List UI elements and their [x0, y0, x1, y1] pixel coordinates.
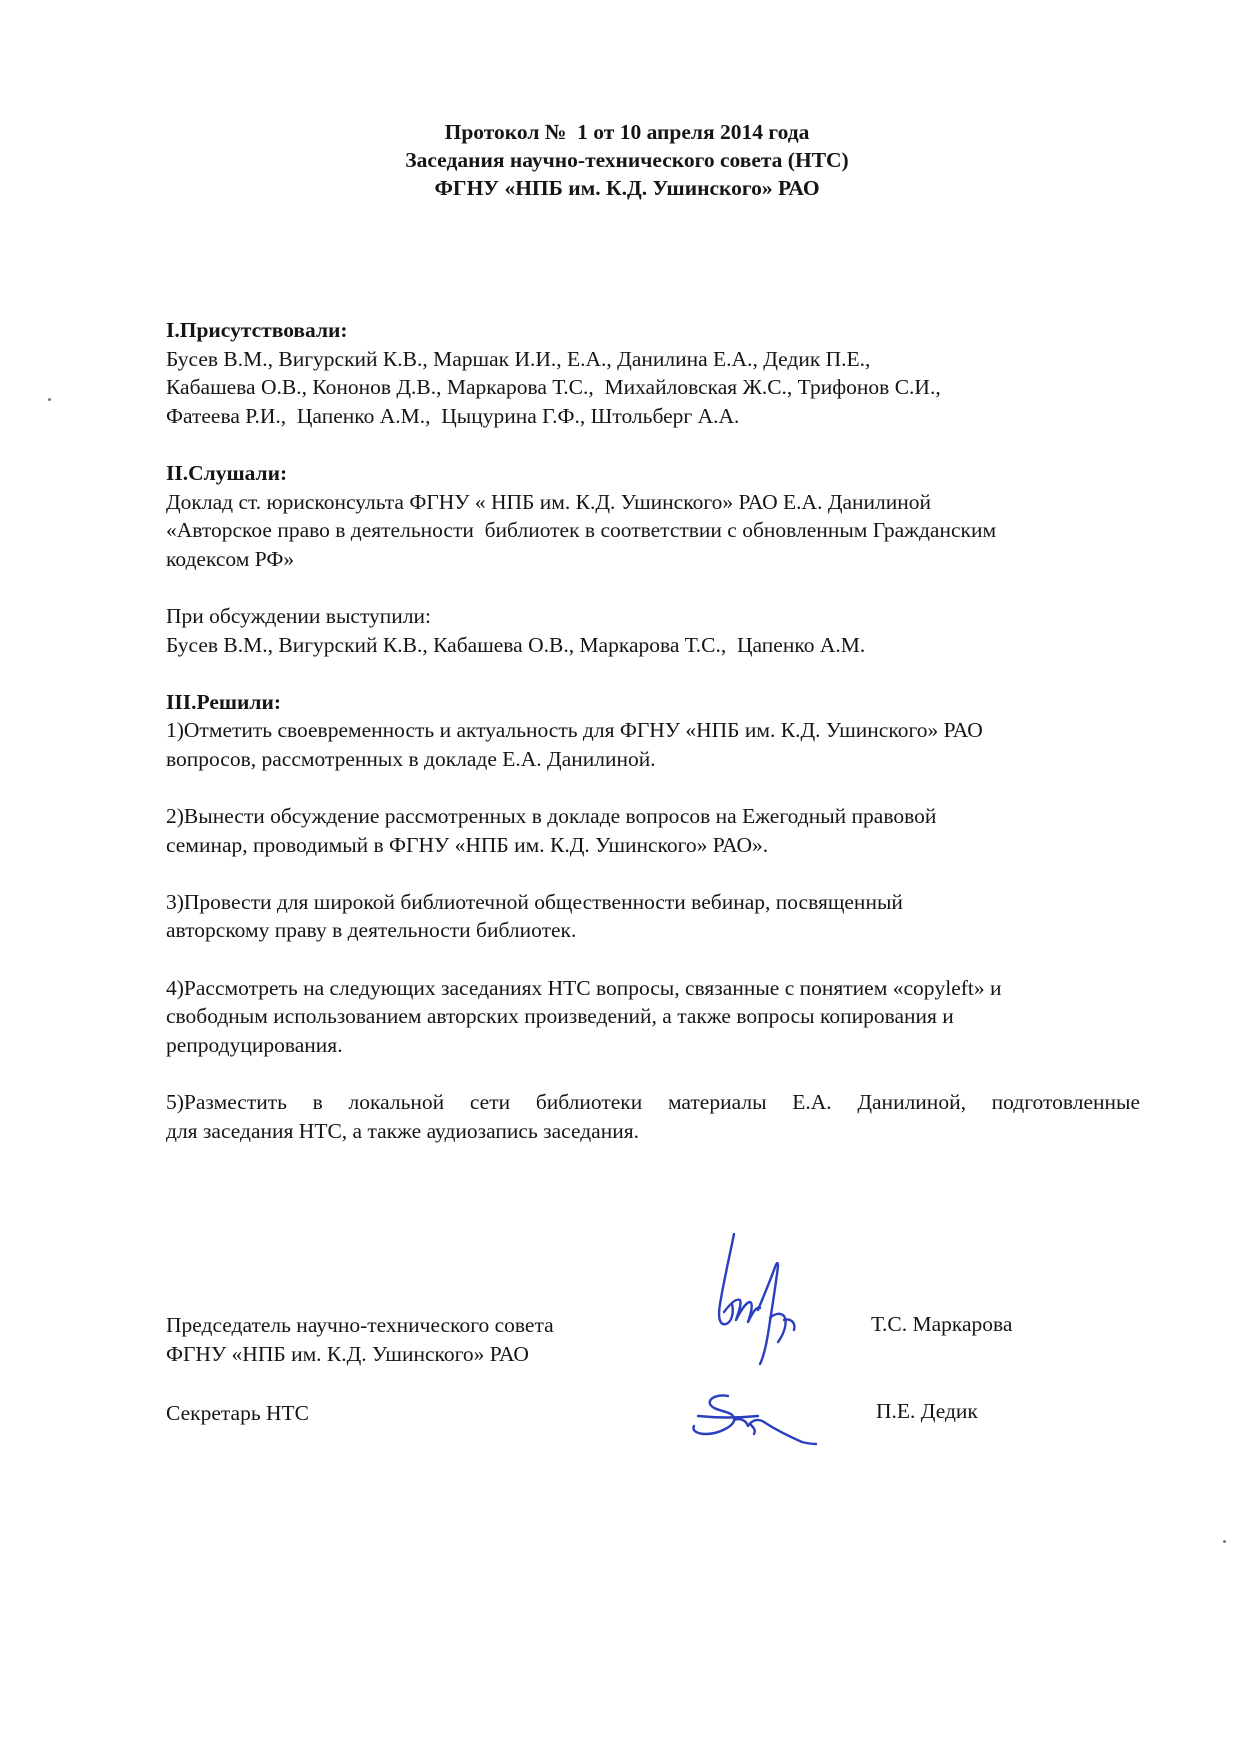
- document-body: [166, 316, 1140, 1145]
- header-title: Протокол № 1 от 10 апреля 2014 года: [444, 120, 810, 144]
- decision-item: [166, 888, 1140, 945]
- chair-name: Т.С. Маркарова: [871, 1312, 1013, 1336]
- report-line: «Авторское право в деятельности библиотек в соответствии с обновленным Гражданским: [166, 518, 997, 543]
- attendees-line: Фатеева Р.И., Цапенко А.М., Цыцурина Г.Ф., Штольберг А.А.: [166, 403, 740, 428]
- decision-line: 4)Рассмотреть на следующих заседаниях НТС вопросы, связанные с понятием «copyleft» и: [166, 975, 1002, 1000]
- discussion-speakers: Бусев В.М., Вигурский К.В., Кабашева О.В., Маркарова Т.С., Цапенко А.М.: [166, 632, 866, 657]
- decision-item: [166, 802, 1140, 859]
- decision-line: вопросов, рассмотренных в докладе Е.А. Данилиной.: [166, 746, 656, 771]
- attendees-line: Бусев В.М., Вигурский К.В., Маршак И.И., Е.А., Данилина Е.А., Дедик П.Е.,: [166, 346, 871, 371]
- report-line: кодексом РФ»: [166, 546, 295, 571]
- decision-line: 2)Вынести обсуждение рассмотренных в докладе вопросов на Ежегодный правовой: [166, 804, 937, 829]
- decision-line: семинар, проводимый в ФГНУ «НПБ им. К.Д. Ушинского» РАО».: [166, 832, 769, 857]
- header-subtitle: Заседания научно-технического совета (НТС): [405, 148, 849, 172]
- section-decided-title: III.Решили:: [166, 689, 282, 714]
- section-attendees-title: I.Присутствовали:: [166, 318, 348, 342]
- section-heard-title: II.Слушали:: [166, 460, 288, 485]
- section-heard: [166, 459, 1140, 659]
- decision-line: свободным использованием авторских произведений, а также вопросы копирования и: [166, 1004, 954, 1029]
- decision-item: [166, 1088, 1140, 1145]
- header-organization: ФГНУ «НПБ им. К.Д. Ушинского» РАО: [434, 176, 820, 200]
- report-line: Доклад ст. юрисконсульта ФГНУ « НПБ им. К.Д. Ушинского» РАО Е.А. Данилиной: [166, 489, 932, 514]
- secretary-signature-image: [688, 1390, 818, 1450]
- decision-line: 3)Провести для широкой библиотечной общественности вебинар, посвященный: [166, 889, 903, 914]
- section-decided: [166, 688, 1140, 1146]
- decision-item: [166, 716, 1140, 773]
- chair-title-line2: ФГНУ «НПБ им. К.Д. Ушинского» РАО: [166, 1341, 529, 1366]
- discussion-title: При обсуждении выступили:: [166, 603, 432, 628]
- chair-title-line1: Председатель научно-технического совета: [166, 1313, 554, 1337]
- decision-line: 1)Отметить своевременность и актуальность для ФГНУ «НПБ им. К.Д. Ушинского» РАО: [166, 718, 983, 743]
- secretary-title: Секретарь НТС: [166, 1401, 310, 1425]
- decision-line: репродуцирования.: [166, 1032, 343, 1057]
- section-attendees: [166, 316, 1140, 430]
- attendees-line: Кабашева О.В., Кононов Д.В., Маркарова Т.С., Михайловская Ж.С., Трифонов С.И.,: [166, 375, 941, 400]
- secretary-name: П.Е. Дедик: [876, 1399, 978, 1423]
- decision-line: авторскому праву в деятельности библиотек.: [166, 918, 577, 943]
- scan-speck: [48, 398, 51, 401]
- decision-line: для заседания НТС, а также аудиозапись заседания.: [166, 1118, 639, 1143]
- chair-signature-image: [700, 1230, 810, 1370]
- decision-line: 5)Разместить в локальной сети библиотеки материалы Е.А. Данилиной, подготовленные: [166, 1090, 1140, 1115]
- document-header: [0, 118, 1254, 202]
- decision-item: [166, 974, 1140, 1060]
- scan-speck: [1223, 1540, 1226, 1543]
